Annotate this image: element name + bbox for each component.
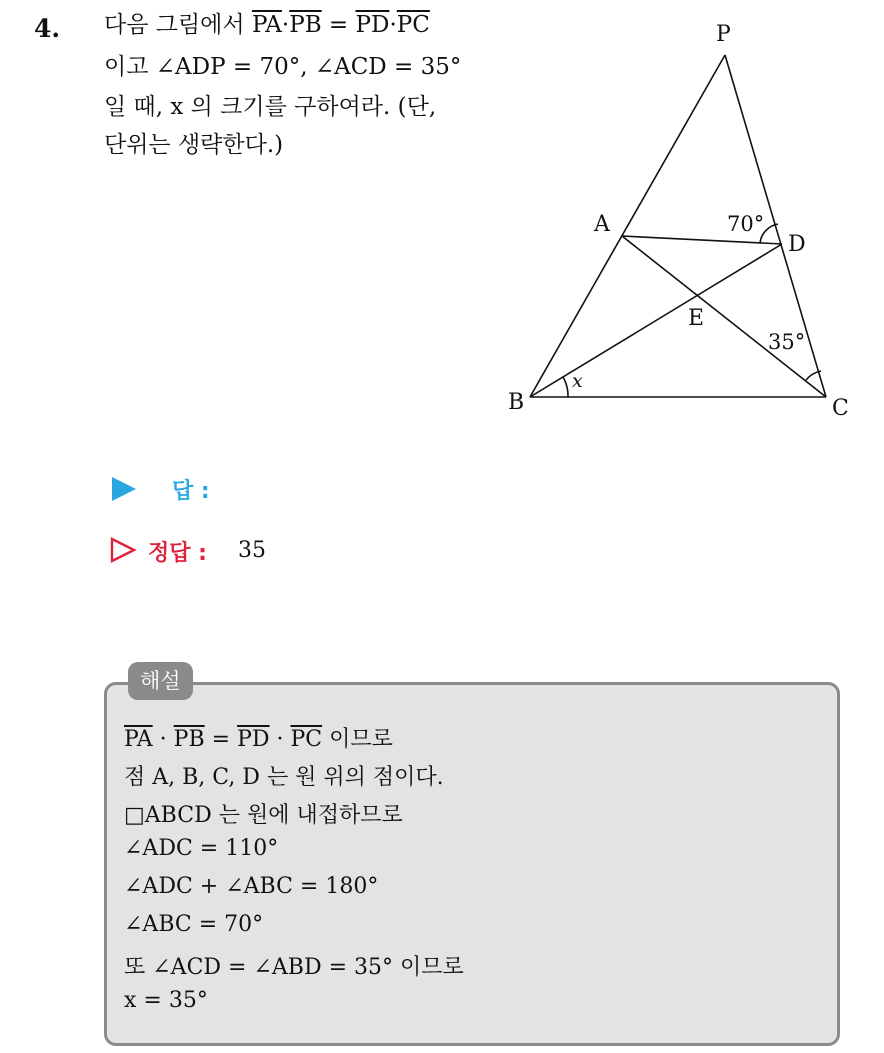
point-label-P: P bbox=[716, 22, 731, 47]
line-BD bbox=[530, 244, 782, 397]
segment-PC: $\overline{PC}$ bbox=[290, 727, 323, 752]
correct-triangle-icon bbox=[110, 537, 138, 565]
question-number: 4. bbox=[34, 14, 61, 43]
text-segment: 다음 그림에서 bbox=[104, 12, 252, 38]
text-segment: 이므로 bbox=[322, 727, 393, 752]
dot: · bbox=[281, 12, 290, 38]
point-label-E: E bbox=[688, 306, 705, 331]
segment-PC: $\overline{PC}$ bbox=[396, 12, 430, 38]
correct-answer-value: 35 bbox=[238, 538, 266, 563]
answer-triangle-icon bbox=[112, 477, 136, 501]
segment-PA: $\overline{PA}$ bbox=[251, 12, 282, 38]
equals: = bbox=[321, 12, 356, 38]
segment-PD: $\overline{PD}$ bbox=[355, 12, 390, 38]
point-label-D: D bbox=[788, 232, 806, 257]
solution-line-4: ∠ADC = 110° bbox=[124, 836, 279, 861]
question-line-4: 단위는 생략한다.) bbox=[104, 132, 284, 158]
solution-line-6: ∠ABC = 70° bbox=[124, 912, 264, 937]
solution-line-5: ∠ADC + ∠ABC = 180° bbox=[124, 874, 379, 899]
line-AD bbox=[622, 236, 782, 244]
angle-arc-x bbox=[563, 377, 568, 397]
point-label-B: B bbox=[508, 390, 525, 415]
solution-line-2: 점 A, B, C, D 는 원 위의 점이다. bbox=[124, 765, 444, 790]
line-PB bbox=[530, 55, 725, 397]
solution-line-3: □ABCD 는 원에 내접하므로 bbox=[124, 803, 403, 828]
question-line-2: 이고 ∠ADP = 70°, ∠ACD = 35° bbox=[104, 54, 462, 80]
correct-answer-label: 정답 : bbox=[148, 541, 207, 566]
segment-PB: $\overline{PB}$ bbox=[173, 727, 205, 752]
solution-line-1 bbox=[124, 722, 393, 753]
equals: = bbox=[204, 727, 238, 752]
segment-PA: $\overline{PA}$ bbox=[124, 727, 153, 752]
solution-line-8: x = 35° bbox=[124, 988, 208, 1013]
angle-arc-ACD bbox=[806, 371, 821, 380]
segment-PB: $\overline{PB}$ bbox=[289, 12, 322, 38]
question-line-3: 일 때, x 의 크기를 구하여라. (단, bbox=[104, 94, 437, 120]
answer-label: 답 : bbox=[172, 479, 210, 504]
angle-label-70: 70° bbox=[727, 212, 765, 236]
dot: · bbox=[269, 727, 291, 752]
point-label-C: C bbox=[832, 396, 849, 421]
dot: · bbox=[389, 12, 397, 38]
solution-line-7: 또 ∠ACD = ∠ABD = 35° 이므로 bbox=[124, 955, 464, 980]
angle-label-35: 35° bbox=[768, 330, 806, 354]
segment-PD: $\overline{PD}$ bbox=[237, 727, 270, 752]
solution-tag: 해설 bbox=[128, 662, 193, 700]
point-label-A: A bbox=[594, 212, 610, 237]
line-AC bbox=[622, 236, 826, 397]
dot: · bbox=[152, 727, 174, 752]
angle-label-x: x bbox=[572, 370, 583, 392]
